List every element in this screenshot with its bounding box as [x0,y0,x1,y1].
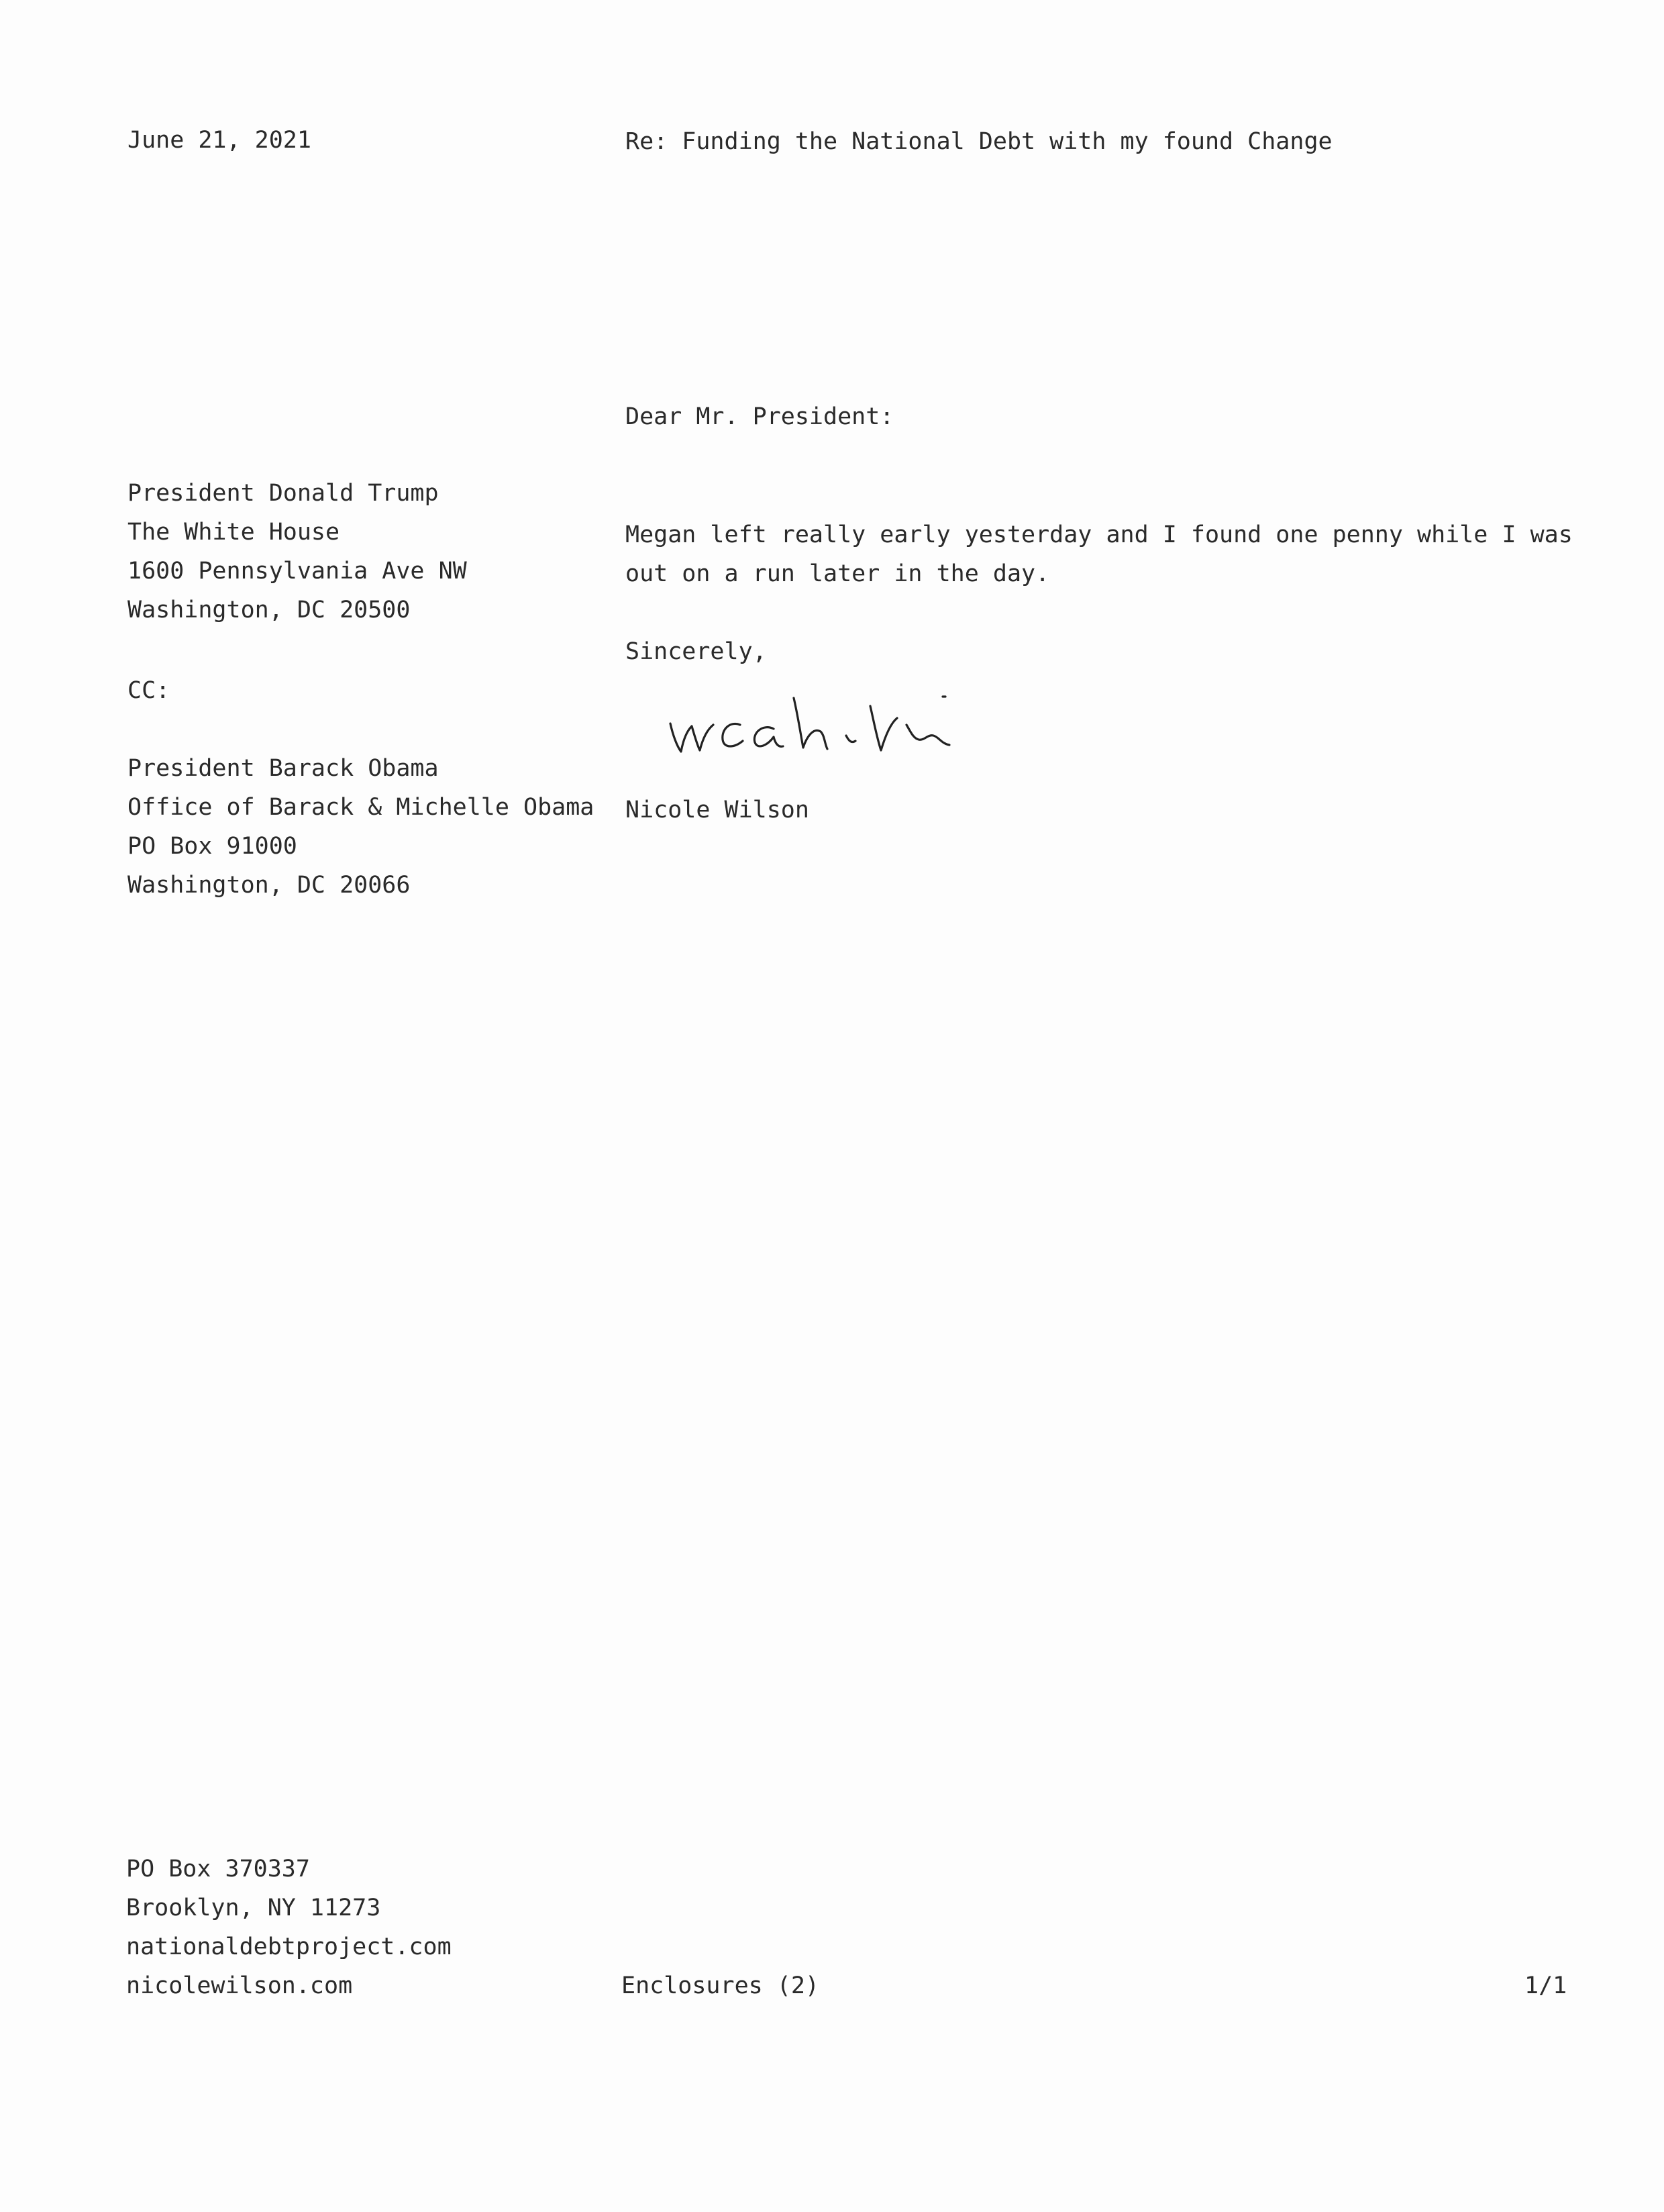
letter-body [625,515,1573,593]
sender-line: nationaldebtproject.com [126,1933,452,1960]
recipient-line: President Donald Trump [127,480,439,507]
body-line: Megan left really early yesterday and I found one penny while I was [625,521,1573,548]
body-line: out on a run later in the day. [625,560,1050,587]
cc-line: President Barack Obama [127,755,439,782]
closing: Sincerely, [625,638,767,665]
handwritten-signature [661,671,970,772]
cc-line: Washington, DC 20066 [127,872,411,899]
letter-date: June 21, 2021 [127,127,311,154]
signer-name: Nicole Wilson [625,797,809,823]
recipient-line: The White House [127,519,340,546]
enclosures-note: Enclosures (2) [621,1972,820,1999]
cc-label: CC: [127,677,170,704]
sender-line: nicolewilson.com [126,1972,353,1999]
sender-line: Brooklyn, NY 11273 [126,1895,381,1921]
page-number: 1/1 [1524,1972,1567,1999]
salutation: Dear Mr. President: [625,403,894,430]
sender-line: PO Box 370337 [126,1856,310,1882]
sender-address [126,1850,452,2005]
recipient-address [127,474,467,630]
letter-subject: Re: Funding the National Debt with my found Change [625,128,1333,155]
recipient-line: Washington, DC 20500 [127,597,411,623]
cc-address [127,749,594,905]
recipient-line: 1600 Pennsylvania Ave NW [127,558,467,585]
cc-line: Office of Barack & Michelle Obama [127,794,594,821]
cc-line: PO Box 91000 [127,833,297,860]
